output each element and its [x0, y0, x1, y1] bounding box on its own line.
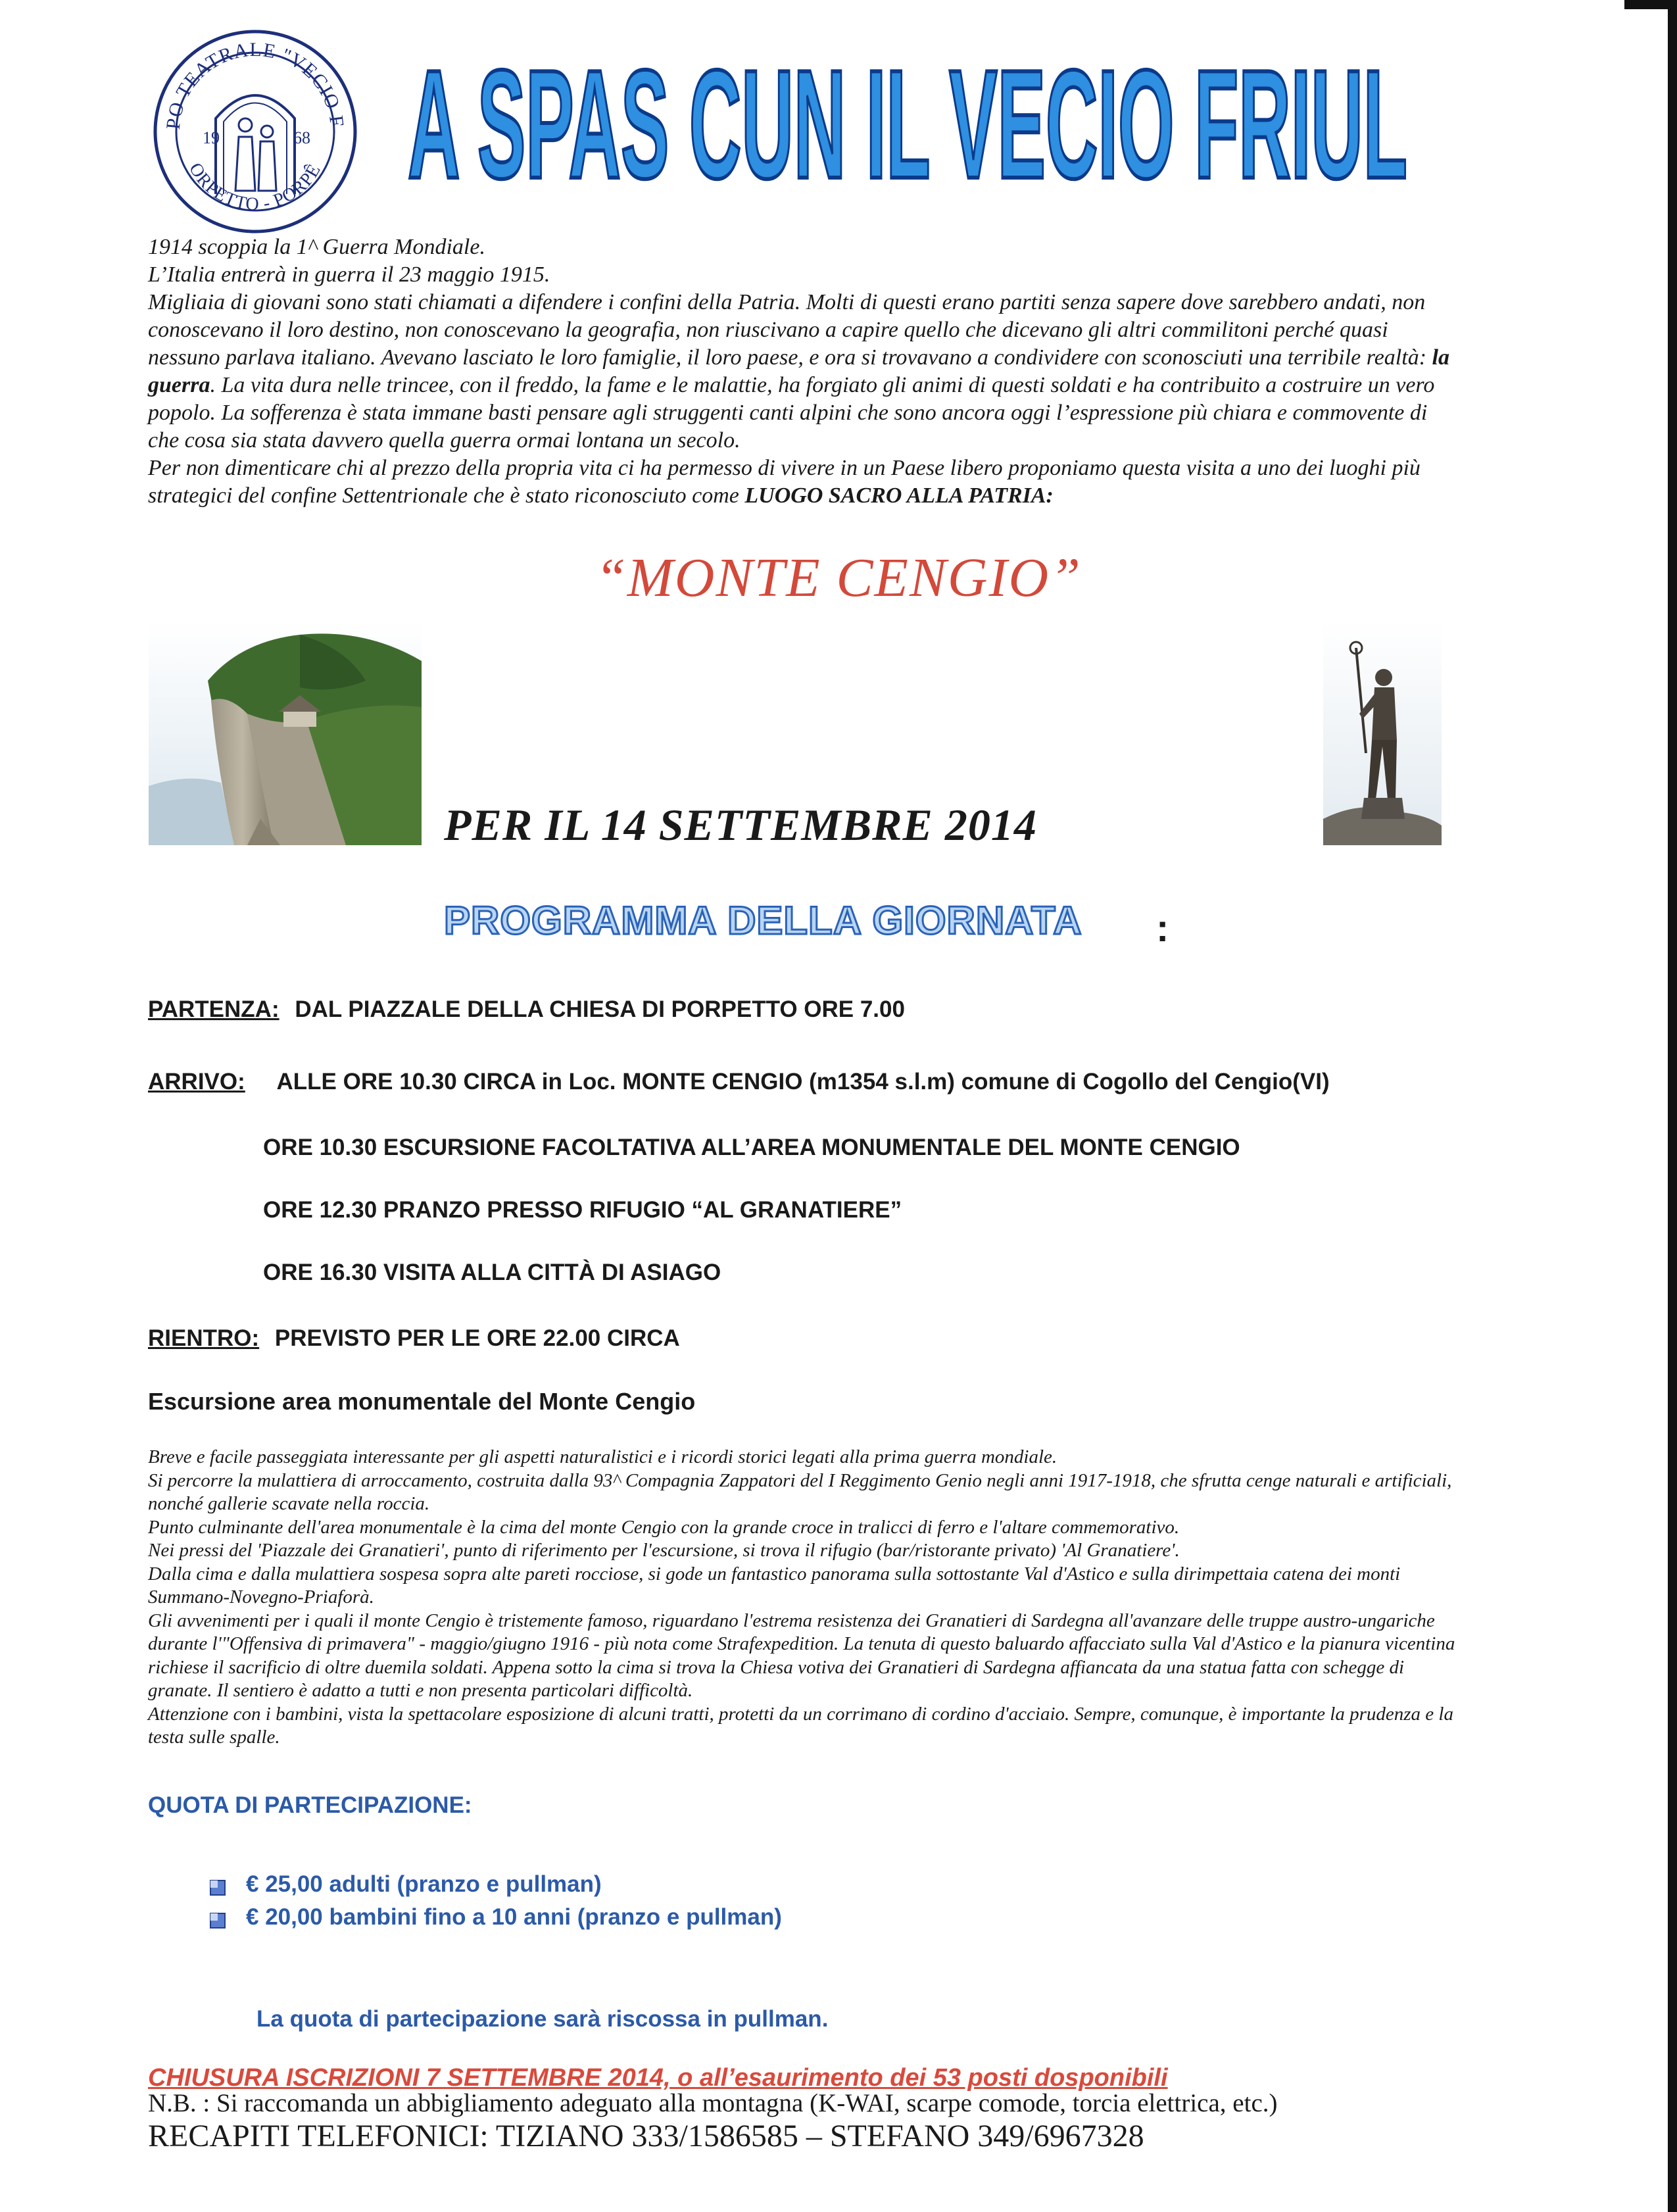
logo-year-right: 68	[293, 128, 310, 147]
intro-line: 1914 scoppia la 1^ Guerra Mondiale.	[148, 235, 485, 259]
description-paragraph: Nei pressi del 'Piazzale dei Granatieri', punto di riferimento per l'escursione, si trova il rifugio (bar/ristorante privato) 'Al Granatiere'.	[148, 1540, 1180, 1561]
intro-line: L’Italia entrerà in guerra il 23 maggio 1915.	[148, 262, 550, 287]
description-paragraph: Gli avvenimenti per i quali il monte Cengio è tristemente famoso, riguardano l'estrema resistenza dei Granatieri di Sardegna all'avanzare delle truppe austro-ungariche durante l'"Offensiva di primavera" - maggio/giugno 1916 - più nota come Strafexpedition. La tenuta di questo baluardo affacciato sulla Val d'Astico e la pianura vicentina richiese il sacrificio di oltre duemila soldati. Appena sotto la cima si trova la Chiesa votiva dei Granatieri di Sardegna affiancata da una statua fatta con schegge di granate. Il sentiero è adatto a tutti e non presenta particolari difficoltà.	[148, 1610, 1455, 1701]
description-paragraph: Breve e facile passeggiata interessante per gli aspetti naturalistici e i ricordi storici legati alla prima guerra mondiale.	[148, 1446, 1057, 1467]
program-arrivo	[148, 1069, 1330, 1095]
quota-item-text: € 20,00 bambini fino a 10 anni (pranzo e pullman)	[246, 1904, 782, 1930]
registration-deadline: CHIUSURA ISCRIZIONI 7 SETTEMBRE 2014, o all’esaurimento dei 53 posti dosponibili	[148, 2064, 1168, 2092]
programma-colon: :	[1156, 907, 1169, 950]
logo-top-text: PO TEATRALE "VECIO F	[162, 38, 348, 131]
logo-bottom-text: ORPETTO - PORPÊ	[185, 159, 326, 215]
intro-text	[148, 233, 1463, 510]
partenza-label: PARTENZA:	[148, 996, 280, 1022]
intro-emphasis: LUOGO SACRO ALLA PATRIA:	[744, 483, 1054, 508]
page-title: A SPAS CUN IL VECIO FRIUL	[408, 46, 1407, 210]
rientro-label: RIENTRO:	[148, 1325, 260, 1351]
group-logo	[150, 26, 360, 237]
intro-paragraph: Migliaia di giovani sono stati chiamati a difendere i confini della Patria. Molti di questi erano partiti senza sapere dove sarebbero andati, non conoscevano il loro destino, non conoscevano la geografia, non riuscivano a capire quello che dicevano gli altri commilitoni perché quasi nessuno parlava italiano. Avevano lasciato le loro famiglie, il loro paese, e ora si trovavano a condividere con sconosciuti una terribile realtà: la guerra. La vita dura nelle trincee, con il freddo, la fame e le malattie, ha forgiato gli animi di questi soldati e ha contribuito a costruire un vero popolo. La sofferenza è stata immane basti pensare agli struggenti canti alpini che sono ancora oggi l’espressione più chiara e commovente di che cosa sia stata davvero quella guerra ormai lontana un secolo.	[148, 290, 1449, 453]
event-date: PER IL 14 SETTEMBRE 2014	[444, 800, 1037, 850]
rientro-text: PREVISTO PER LE ORE 22.00 CIRCA	[274, 1325, 680, 1351]
logo-year-left: 19	[203, 128, 220, 147]
description-paragraph: Si percorre la mulattiera di arroccamento, costruita dalla 93^ Compagnia Zappatori del I Reggimento Genio negli anni 1917-1918, che sfrutta cenge naturali e artificiali, nonché gallerie scavate nella roccia.	[148, 1469, 1452, 1514]
arrivo-text: ALLE ORE 10.30 CIRCA in Loc. MONTE CENGIO (m1354 s.l.m) comune di Cogollo del Cengio(VI)	[276, 1069, 1330, 1094]
programma-title: PROGRAMMA DELLA GIORNATA	[444, 898, 1082, 943]
escursione-description	[148, 1446, 1470, 1750]
statue-photo	[1323, 622, 1442, 845]
program-rientro	[148, 1325, 680, 1352]
intro-emphasis: la guerra	[148, 345, 1449, 397]
clothing-note: N.B. : Si raccomanda un abbigliamento adeguato alla montagna (K-WAI, scarpe comode, torcia elettrica, etc.)	[148, 2089, 1278, 2117]
escursione-heading: Escursione area monumentale del Monte Cengio	[148, 1388, 696, 1415]
mountain-photo	[149, 622, 422, 845]
program-item: ORE 10.30 ESCURSIONE FACOLTATIVA ALL’AREA MONUMENTALE DEL MONTE CENGIO	[263, 1135, 1240, 1160]
word-art-title	[395, 46, 1421, 210]
quota-item	[209, 1871, 602, 1898]
quota-item-text: € 25,00 adulti (pranzo e pullman)	[246, 1871, 602, 1897]
description-paragraph: Punto culminante dell'area monumentale è la cima del monte Cengio con la grande croce in tralicci di ferro e l'altare commemorativo.	[148, 1516, 1180, 1538]
program-item: ORE 16.30 VISITA ALLA CITTÀ DI ASIAGO	[263, 1260, 721, 1285]
quota-item	[209, 1904, 782, 1930]
contact-numbers: RECAPITI TELEFONICI: TIZIANO 333/1586585 – STEFANO 349/6967328	[148, 2119, 1144, 2153]
partenza-text: DAL PIAZZALE DELLA CHIESA DI PORPETTO ORE 7.00	[295, 996, 905, 1022]
intro-paragraph: Per non dimenticare chi al prezzo della propria vita ci ha permesso di vivere in un Paese libero proponiamo questa visita a uno dei luoghi più strategici del confine Settentrionale che è stato riconosciuto come LUOGO SACRO ALLA PATRIA:	[148, 456, 1421, 508]
square-bullet-icon	[209, 1909, 226, 1926]
square-bullet-icon	[209, 1876, 226, 1893]
scan-edge	[1624, 0, 1677, 9]
svg-text:GRUPPO TEATRALE "VECIO FRIUL"	[150, 26, 348, 130]
destination-title: “MONTE CENGIO”	[595, 547, 1082, 608]
arrivo-label: ARRIVO:	[148, 1069, 245, 1094]
quota-note: La quota di partecipazione sarà riscossa in pullman.	[256, 2006, 829, 2032]
quota-heading: QUOTA DI PARTECIPAZIONE:	[148, 1792, 472, 1818]
scan-edge	[1668, 0, 1677, 2212]
description-paragraph: Attenzione con i bambini, vista la spettacolare esposizione di alcuni tratti, protetti da un corrimano di cordino d'acciaio. Sempre, comunque, è importante la prudenza e la testa sulle spalle.	[148, 1703, 1453, 1748]
program-item: ORE 12.30 PRANZO PRESSO RIFUGIO “AL GRANATIERE”	[263, 1197, 902, 1223]
description-paragraph: Dalla cima e dalla mulattiera sospesa sopra alte pareti rocciose, si gode un fantastico panorama sulla sottostante Val d'Astico e sulla dirimpettaia catena dei monti Summano-Novegno-Priaforà.	[148, 1563, 1401, 1608]
program-partenza	[148, 996, 905, 1023]
